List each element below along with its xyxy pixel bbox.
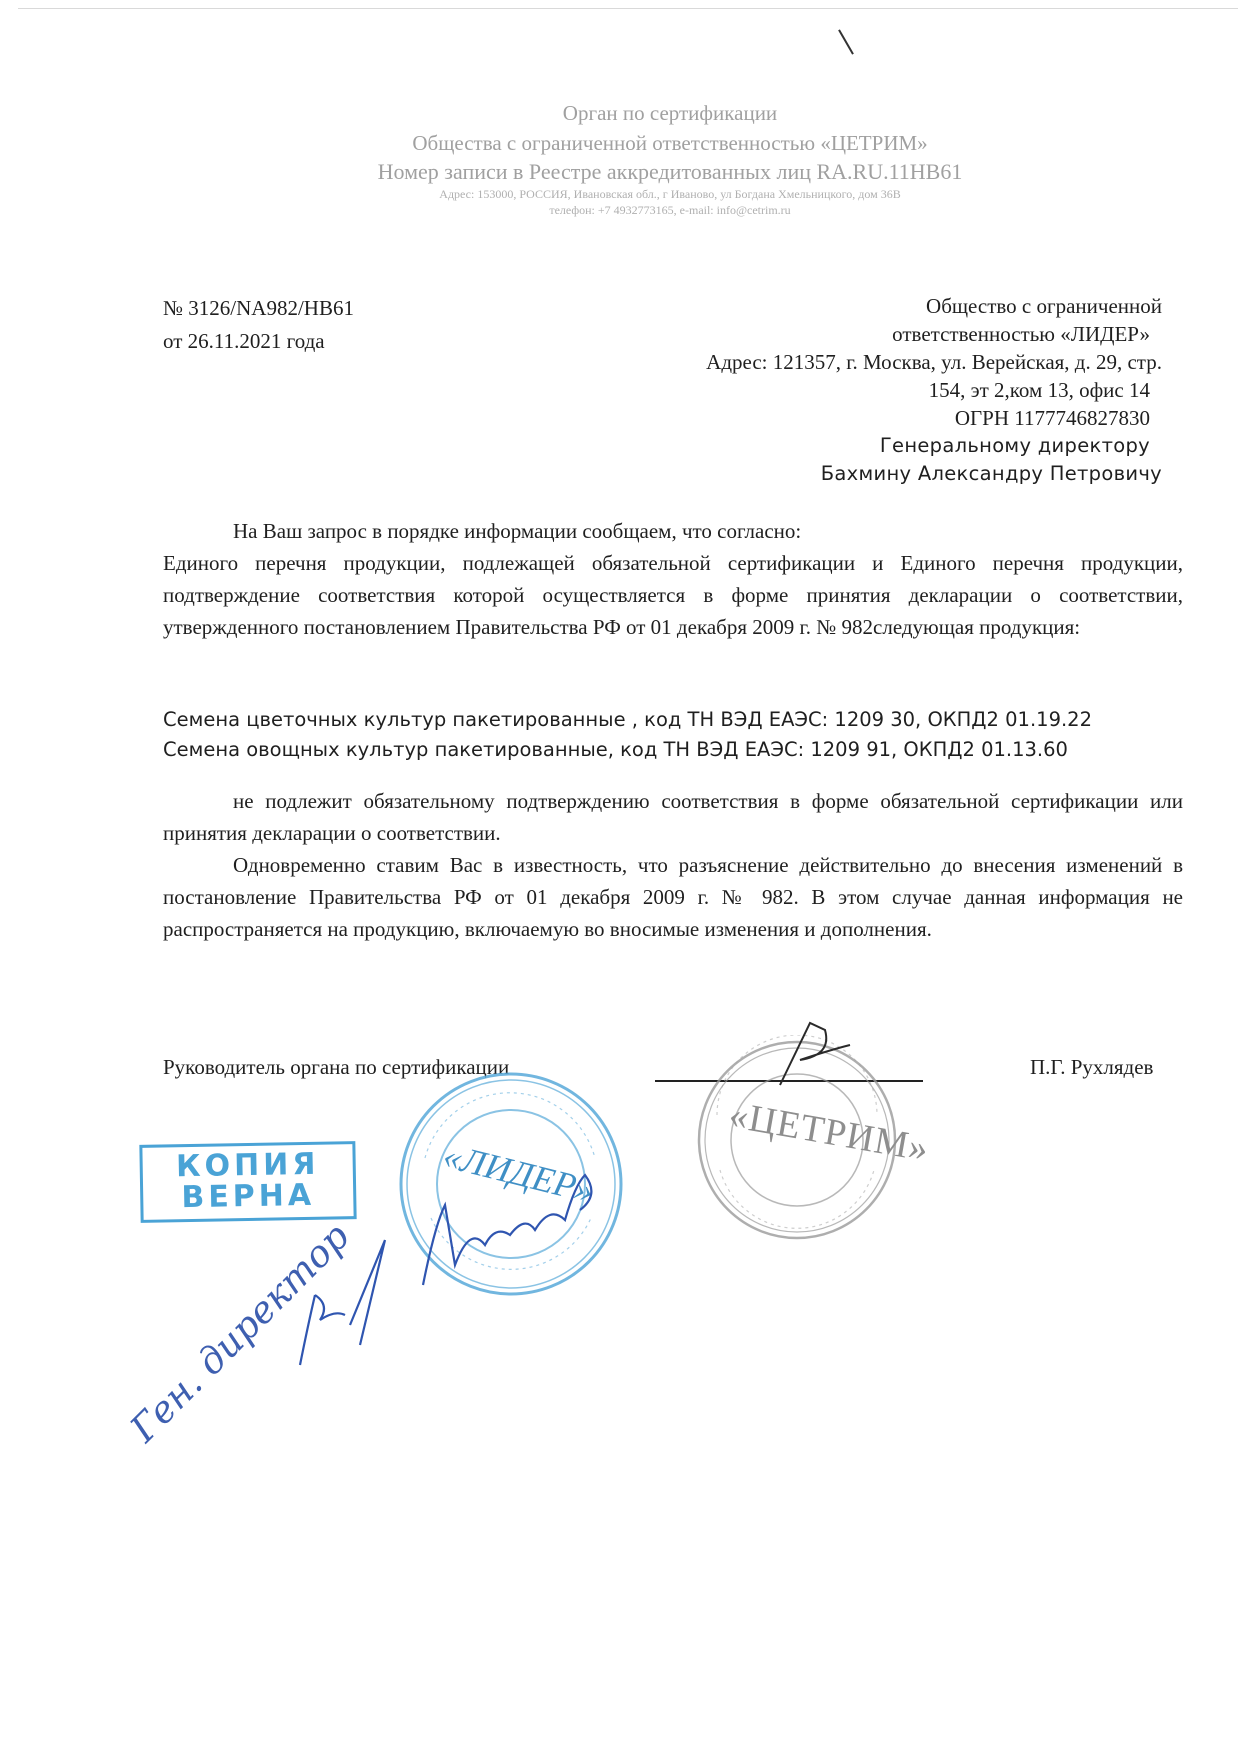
product-item: Семена цветочных культур пакетированные , код ТН ВЭД ЕАЭС: 1209 30, ОКПД2 01.19.22 [163, 708, 1092, 731]
reference-number: № 3126/NA982/НВ61 [163, 296, 354, 320]
scan-edge-line [18, 8, 1238, 9]
conclusion-paragraphs [163, 785, 1183, 945]
handwritten-note: Ген. директор [122, 1214, 358, 1451]
recipient-name: Бахмину Александру Петровичу [820, 462, 1162, 485]
intro-line: На Ваш запрос в порядке информации сообщаем, что согласно: [233, 519, 802, 543]
pen-mark [838, 29, 854, 54]
notice-paragraph: Одновременно ставим Вас в известность, что разъяснение действительно до внесения изменений в постановление Правительства РФ от 01 декабря 2009 г. № 982. В этом случае данная информация не распространяется на продукцию, включаемую во вносимые изменения и дополнения. [163, 853, 1183, 941]
copy-certified-stamp [139, 1141, 356, 1223]
letterhead-line-1: Орган по сертификации [562, 101, 778, 125]
letterhead-address: Адрес: 153000, РОССИЯ, Ивановская обл., г Иваново, ул Богдана Хмельницкого, дом 36В [439, 187, 901, 201]
signatory-role: Руководитель органа по сертификации [163, 1055, 510, 1079]
lider-seal-name: «ЛИДЕР» [439, 1135, 598, 1211]
signatory-name: П.Г. Рухлядев [1030, 1055, 1154, 1079]
cetrim-seal-name: «ЦЕТРИМ» [725, 1093, 933, 1171]
intro-paragraph [163, 515, 1183, 643]
letterhead-line-2: Общества с ограниченной ответственностью «ЦЕТРИМ» [412, 131, 928, 155]
letterhead-registry: Номер записи в Реестре аккредитованных лиц RA.RU.11НВ61 [377, 159, 963, 184]
product-list [163, 705, 1092, 765]
reference-date: от 26.11.2021 года [163, 329, 325, 353]
stamp-text: ВЕРНА [181, 1177, 316, 1216]
product-item: Семена овощных культур пакетированные, код ТН ВЭД ЕАЭС: 1209 91, ОКПД2 01.13.60 [163, 738, 1068, 761]
letterhead-contacts: телефон: +7 4932773165, e-mail: info@cetrim.ru [549, 203, 791, 217]
recipient-position: Генеральному директору [879, 434, 1150, 457]
recipient-block [542, 292, 1162, 488]
conclusion-paragraph: не подлежит обязательному подтверждению соответствия в форме обязательной сертификации или принятия декларации о соответствии. [163, 789, 1183, 845]
recipient-address-cont: 154, эт 2,ком 13, офис 14 [928, 378, 1150, 402]
recipient-line-2: ответственностью «ЛИДЕР» [892, 322, 1150, 346]
stamp-text: КОПИЯ [175, 1146, 320, 1185]
intro-continuation: Единого перечня продукции, подлежащей обязательной сертификации и Единого перечня продукции, подтверждение соответствия которой осуществляется в форме принятия декларации о соответствии, утвержденного постановлением Правительства РФ от 01 декабря 2009 г. № 982следующая продукция: [163, 551, 1183, 639]
letter-reference [163, 292, 354, 358]
director-signature [770, 1015, 860, 1105]
recipient-address: Адрес: 121357, г. Москва, ул. Верейская, д. 29, стр. [706, 350, 1162, 374]
recipient-ogrn: ОГРН 1177746827830 [954, 406, 1150, 430]
lider-signature [415, 1165, 615, 1295]
recipient-line-1: Общество с ограниченной [926, 294, 1162, 318]
letterhead [300, 98, 1040, 218]
